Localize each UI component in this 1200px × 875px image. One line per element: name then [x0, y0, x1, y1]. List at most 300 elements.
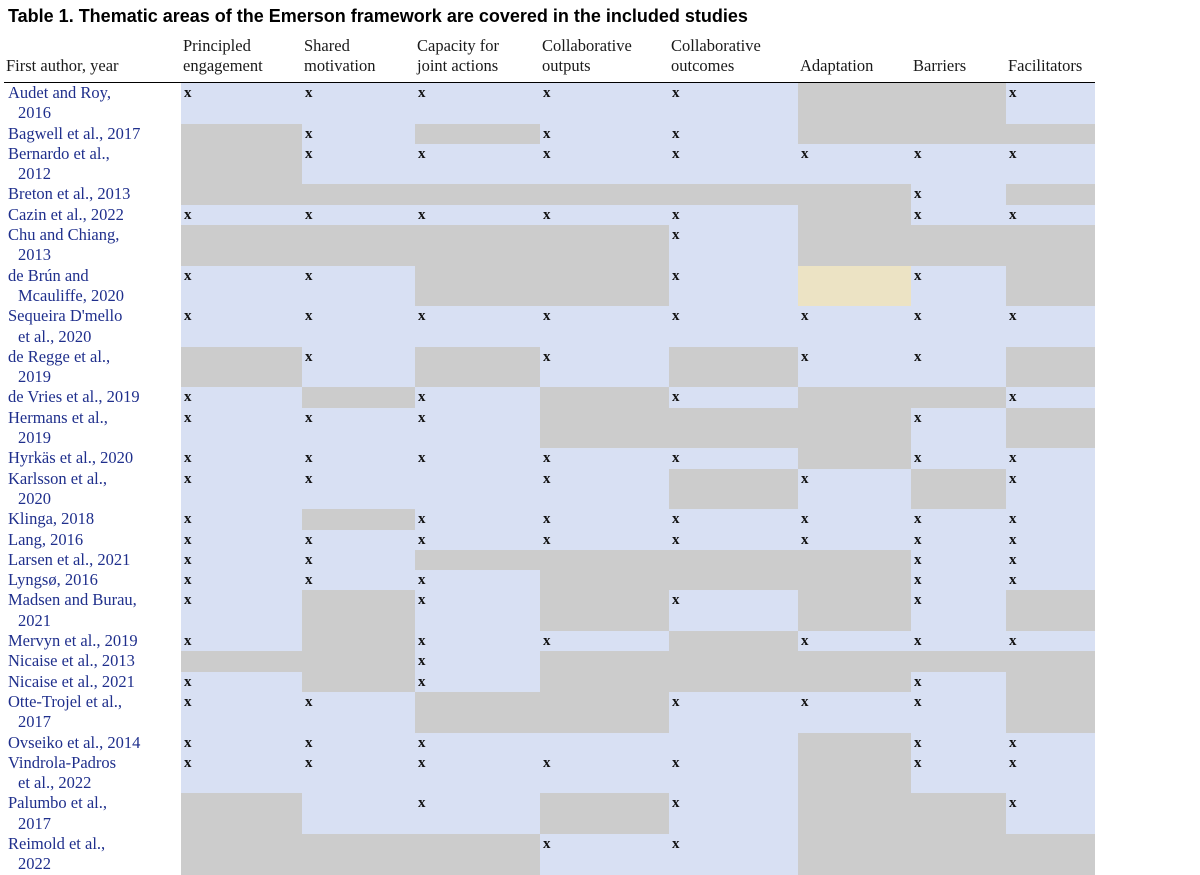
- check-mark: x: [1009, 389, 1017, 406]
- check-mark: x: [305, 125, 313, 142]
- theme-cell: [911, 164, 1006, 184]
- theme-cell: [181, 692, 302, 712]
- column-header: [798, 36, 911, 83]
- author-text: Karlsson et al.,: [8, 468, 107, 488]
- thematic-areas-table: [4, 36, 1095, 875]
- author-text: Cazin et al., 2022: [8, 204, 124, 224]
- theme-cell: [181, 814, 302, 834]
- theme-cell: [302, 733, 415, 753]
- theme-cell: [540, 448, 669, 468]
- column-header-line1: [913, 36, 1006, 56]
- theme-cell: [415, 611, 540, 631]
- theme-cell: [302, 570, 415, 590]
- check-mark: x: [418, 572, 426, 589]
- theme-cell: [302, 205, 415, 225]
- theme-cell: [415, 672, 540, 692]
- theme-cell: [911, 387, 1006, 407]
- check-mark: x: [672, 145, 680, 162]
- check-mark: x: [305, 693, 313, 710]
- theme-cell: [415, 509, 540, 529]
- check-mark: x: [418, 389, 426, 406]
- check-mark: x: [184, 267, 192, 284]
- theme-cell: [798, 164, 911, 184]
- theme-cell: [1006, 205, 1095, 225]
- check-mark: x: [1009, 145, 1017, 162]
- check-mark: x: [184, 450, 192, 467]
- check-mark: x: [305, 734, 313, 751]
- table-caption: Table 1. Thematic areas of the Emerson framework are covered in the included studies: [8, 6, 748, 26]
- author-cell: [4, 753, 181, 794]
- theme-cell: [798, 814, 911, 834]
- theme-cell: [302, 793, 415, 813]
- theme-cell: [540, 814, 669, 834]
- table-row: [4, 590, 1095, 610]
- theme-cell: [302, 184, 415, 204]
- theme-cell: [415, 124, 540, 144]
- author-text: 2020: [18, 488, 51, 508]
- check-mark: x: [914, 511, 922, 528]
- theme-cell: [540, 387, 669, 407]
- theme-cell: [1006, 184, 1095, 204]
- column-header: [415, 36, 540, 83]
- theme-cell: [181, 651, 302, 671]
- check-mark: x: [305, 206, 313, 223]
- theme-cell: [669, 347, 798, 367]
- table-row: [4, 733, 1095, 753]
- theme-cell: [1006, 651, 1095, 671]
- theme-cell: [798, 327, 911, 347]
- author-cell: [4, 672, 181, 692]
- author-text: 2013: [18, 245, 51, 265]
- check-mark: x: [418, 633, 426, 650]
- theme-cell: [911, 611, 1006, 631]
- theme-cell: [540, 631, 669, 651]
- author-text: Ovseiko et al., 2014: [8, 732, 141, 752]
- column-header: [1006, 36, 1095, 83]
- theme-cell: [540, 469, 669, 489]
- theme-cell: [911, 306, 1006, 326]
- theme-cell: [540, 367, 669, 387]
- theme-cell: [302, 367, 415, 387]
- theme-cell: [911, 448, 1006, 468]
- theme-cell: [415, 103, 540, 123]
- check-mark: x: [184, 734, 192, 751]
- check-mark: x: [418, 592, 426, 609]
- theme-cell: [798, 773, 911, 793]
- theme-cell: [181, 205, 302, 225]
- theme-cell: [415, 225, 540, 245]
- theme-cell: [669, 266, 798, 286]
- theme-cell: [302, 489, 415, 509]
- theme-cell: [302, 225, 415, 245]
- theme-cell: [302, 306, 415, 326]
- author-text: Lang, 2016: [8, 529, 84, 549]
- check-mark: x: [543, 531, 551, 548]
- author-cell: [4, 590, 181, 631]
- check-mark: x: [914, 572, 922, 589]
- theme-cell: [798, 469, 911, 489]
- theme-cell: [1006, 164, 1095, 184]
- theme-cell: [798, 124, 911, 144]
- theme-cell: [911, 570, 1006, 590]
- theme-cell: [540, 489, 669, 509]
- theme-cell: [911, 367, 1006, 387]
- theme-cell: [181, 184, 302, 204]
- check-mark: x: [672, 206, 680, 223]
- theme-cell: [181, 631, 302, 651]
- check-mark: x: [184, 206, 192, 223]
- theme-cell: [181, 448, 302, 468]
- theme-cell: [302, 144, 415, 164]
- check-mark: x: [418, 308, 426, 325]
- table-row: [4, 793, 1095, 813]
- theme-cell: [798, 590, 911, 610]
- theme-cell: [302, 448, 415, 468]
- table-row: [4, 205, 1095, 225]
- check-mark: x: [184, 592, 192, 609]
- author-text: 2019: [18, 367, 51, 387]
- author-text: Audet and Roy,: [8, 83, 111, 102]
- theme-cell: [911, 733, 1006, 753]
- author-text: Nicaise et al., 2021: [8, 671, 135, 691]
- column-header-line1: [800, 36, 911, 56]
- table-row: [4, 753, 1095, 773]
- theme-cell: [911, 530, 1006, 550]
- theme-cell: [1006, 428, 1095, 448]
- check-mark: x: [801, 693, 809, 710]
- theme-cell: [181, 611, 302, 631]
- theme-cell: [798, 306, 911, 326]
- theme-cell: [1006, 509, 1095, 529]
- theme-cell: [415, 306, 540, 326]
- author-text: de Regge et al.,: [8, 346, 111, 366]
- theme-cell: [415, 651, 540, 671]
- theme-cell: [669, 590, 798, 610]
- theme-cell: [415, 550, 540, 570]
- table-row: [4, 83, 1095, 104]
- theme-cell: [798, 245, 911, 265]
- check-mark: x: [418, 734, 426, 751]
- check-mark: x: [305, 551, 313, 568]
- author-cell: [4, 509, 181, 529]
- theme-cell: [911, 509, 1006, 529]
- theme-cell: [911, 672, 1006, 692]
- check-mark: x: [305, 409, 313, 426]
- theme-cell: [669, 793, 798, 813]
- theme-cell: [911, 631, 1006, 651]
- theme-cell: [798, 692, 911, 712]
- theme-cell: [302, 327, 415, 347]
- theme-cell: [1006, 266, 1095, 286]
- theme-cell: [302, 814, 415, 834]
- theme-cell: [181, 530, 302, 550]
- theme-cell: [669, 834, 798, 854]
- theme-cell: [798, 286, 911, 306]
- table-row: [4, 448, 1095, 468]
- theme-cell: [415, 428, 540, 448]
- theme-cell: [181, 124, 302, 144]
- theme-cell: [181, 773, 302, 793]
- author-text: de Brún and: [8, 265, 89, 285]
- theme-cell: [669, 712, 798, 732]
- table-row: [4, 651, 1095, 671]
- theme-cell: [540, 509, 669, 529]
- theme-cell: [181, 469, 302, 489]
- theme-cell: [669, 692, 798, 712]
- check-mark: x: [801, 511, 809, 528]
- theme-cell: [181, 266, 302, 286]
- author-cell: [4, 205, 181, 225]
- check-mark: x: [418, 85, 426, 101]
- check-mark: x: [184, 389, 192, 406]
- theme-cell: [798, 570, 911, 590]
- check-mark: x: [1009, 633, 1017, 650]
- check-mark: x: [801, 308, 809, 325]
- check-mark: x: [914, 450, 922, 467]
- check-mark: x: [801, 633, 809, 650]
- check-mark: x: [305, 470, 313, 487]
- author-cell: [4, 184, 181, 204]
- theme-cell: [669, 387, 798, 407]
- theme-cell: [1006, 489, 1095, 509]
- theme-cell: [540, 266, 669, 286]
- theme-cell: [415, 205, 540, 225]
- author-cell: [4, 408, 181, 449]
- check-mark: x: [184, 673, 192, 690]
- theme-cell: [1006, 814, 1095, 834]
- theme-cell: [181, 590, 302, 610]
- theme-cell: [669, 530, 798, 550]
- theme-cell: [911, 124, 1006, 144]
- theme-cell: [1006, 367, 1095, 387]
- author-cell: [4, 83, 181, 124]
- table-row: [4, 530, 1095, 550]
- check-mark: x: [184, 531, 192, 548]
- theme-cell: [911, 103, 1006, 123]
- check-mark: x: [418, 754, 426, 771]
- author-text: 2012: [18, 164, 51, 184]
- author-text: Bagwell et al., 2017: [8, 123, 141, 143]
- column-header-line1: Collaborative: [542, 36, 632, 55]
- theme-cell: [1006, 327, 1095, 347]
- check-mark: x: [418, 511, 426, 528]
- author-text: Mervyn et al., 2019: [8, 631, 138, 651]
- theme-cell: [415, 245, 540, 265]
- column-header-line2: joint actions: [417, 56, 499, 75]
- author-text: Lyngsø, 2016: [8, 570, 98, 590]
- check-mark: x: [914, 186, 922, 203]
- theme-cell: [415, 753, 540, 773]
- author-cell: [4, 530, 181, 550]
- check-mark: x: [672, 835, 680, 852]
- theme-cell: [415, 286, 540, 306]
- check-mark: x: [543, 835, 551, 852]
- theme-cell: [798, 367, 911, 387]
- theme-cell: [798, 651, 911, 671]
- author-text: Vindrola-Padros: [8, 752, 117, 772]
- theme-cell: [669, 124, 798, 144]
- theme-cell: [669, 489, 798, 509]
- theme-cell: [302, 266, 415, 286]
- column-header-line2: First author, year: [6, 56, 119, 75]
- theme-cell: [181, 225, 302, 245]
- theme-cell: [181, 712, 302, 732]
- check-mark: x: [672, 450, 680, 467]
- check-mark: x: [543, 511, 551, 528]
- theme-cell: [302, 611, 415, 631]
- theme-cell: [911, 266, 1006, 286]
- author-text: Madsen and Burau,: [8, 590, 137, 610]
- theme-cell: [1006, 83, 1095, 104]
- check-mark: x: [914, 592, 922, 609]
- author-text: Klinga, 2018: [8, 509, 95, 529]
- theme-cell: [1006, 408, 1095, 428]
- theme-cell: [540, 124, 669, 144]
- theme-cell: [540, 245, 669, 265]
- check-mark: x: [672, 85, 680, 101]
- theme-cell: [911, 469, 1006, 489]
- theme-cell: [1006, 448, 1095, 468]
- theme-cell: [181, 733, 302, 753]
- theme-cell: [540, 184, 669, 204]
- table-row: [4, 184, 1095, 204]
- check-mark: x: [801, 348, 809, 365]
- theme-cell: [181, 245, 302, 265]
- theme-cell: [181, 570, 302, 590]
- check-mark: x: [305, 450, 313, 467]
- theme-cell: [911, 205, 1006, 225]
- column-header-line2: Facilitators: [1008, 56, 1083, 75]
- check-mark: x: [1009, 572, 1017, 589]
- theme-cell: [302, 469, 415, 489]
- theme-cell: [1006, 590, 1095, 610]
- column-header: [4, 36, 181, 83]
- theme-cell: [302, 509, 415, 529]
- check-mark: x: [672, 125, 680, 142]
- theme-cell: [302, 286, 415, 306]
- theme-cell: [669, 509, 798, 529]
- theme-cell: [415, 144, 540, 164]
- check-mark: x: [672, 754, 680, 771]
- theme-cell: [302, 692, 415, 712]
- theme-cell: [415, 408, 540, 428]
- check-mark: x: [672, 227, 680, 244]
- check-mark: x: [184, 308, 192, 325]
- theme-cell: [1006, 347, 1095, 367]
- theme-cell: [911, 245, 1006, 265]
- author-cell: [4, 733, 181, 753]
- theme-cell: [540, 306, 669, 326]
- check-mark: x: [672, 531, 680, 548]
- author-text: Hermans et al.,: [8, 407, 108, 427]
- author-cell: [4, 651, 181, 671]
- author-text: de Vries et al., 2019: [8, 387, 140, 407]
- theme-cell: [415, 489, 540, 509]
- check-mark: x: [418, 450, 426, 467]
- theme-cell: [540, 103, 669, 123]
- theme-cell: [415, 773, 540, 793]
- author-text: Palumbo et al.,: [8, 793, 107, 813]
- theme-cell: [540, 773, 669, 793]
- theme-cell: [1006, 225, 1095, 245]
- theme-cell: [798, 428, 911, 448]
- author-text: Reimold et al.,: [8, 833, 106, 853]
- theme-cell: [1006, 144, 1095, 164]
- table-row: [4, 306, 1095, 326]
- author-cell: [4, 144, 181, 185]
- theme-cell: [669, 651, 798, 671]
- check-mark: x: [543, 633, 551, 650]
- theme-cell: [302, 631, 415, 651]
- theme-cell: [540, 570, 669, 590]
- theme-cell: [540, 692, 669, 712]
- theme-cell: [302, 124, 415, 144]
- theme-cell: [1006, 103, 1095, 123]
- author-cell: [4, 124, 181, 144]
- theme-cell: [911, 814, 1006, 834]
- author-text: Mcauliffe, 2020: [18, 285, 125, 305]
- check-mark: x: [914, 409, 922, 426]
- theme-cell: [540, 753, 669, 773]
- theme-cell: [669, 225, 798, 245]
- check-mark: x: [184, 470, 192, 487]
- theme-cell: [798, 509, 911, 529]
- check-mark: x: [418, 531, 426, 548]
- theme-cell: [911, 550, 1006, 570]
- theme-cell: [669, 245, 798, 265]
- theme-cell: [1006, 286, 1095, 306]
- check-mark: x: [914, 348, 922, 365]
- theme-cell: [911, 144, 1006, 164]
- theme-cell: [181, 753, 302, 773]
- check-mark: x: [418, 673, 426, 690]
- table-row: [4, 550, 1095, 570]
- theme-cell: [302, 712, 415, 732]
- theme-cell: [415, 469, 540, 489]
- theme-cell: [415, 327, 540, 347]
- theme-cell: [181, 428, 302, 448]
- theme-cell: [415, 83, 540, 104]
- check-mark: x: [1009, 308, 1017, 325]
- author-text: Otte-Trojel et al.,: [8, 691, 122, 711]
- theme-cell: [669, 631, 798, 651]
- theme-cell: [1006, 773, 1095, 793]
- author-text: Larsen et al., 2021: [8, 549, 131, 569]
- theme-cell: [669, 164, 798, 184]
- theme-cell: [540, 550, 669, 570]
- table-row: [4, 408, 1095, 428]
- column-header-line1: Collaborative: [671, 36, 761, 55]
- theme-cell: [1006, 245, 1095, 265]
- theme-cell: [911, 83, 1006, 104]
- check-mark: x: [914, 267, 922, 284]
- theme-cell: [415, 387, 540, 407]
- theme-cell: [1006, 692, 1095, 712]
- theme-cell: [540, 590, 669, 610]
- theme-cell: [669, 469, 798, 489]
- check-mark: x: [305, 572, 313, 589]
- theme-cell: [669, 367, 798, 387]
- theme-cell: [540, 347, 669, 367]
- theme-cell: [669, 773, 798, 793]
- theme-cell: [798, 387, 911, 407]
- column-header-line1: [1008, 36, 1095, 56]
- author-text: 2019: [18, 428, 51, 448]
- theme-cell: [415, 570, 540, 590]
- theme-cell: [302, 672, 415, 692]
- check-mark: x: [914, 734, 922, 751]
- theme-cell: [798, 753, 911, 773]
